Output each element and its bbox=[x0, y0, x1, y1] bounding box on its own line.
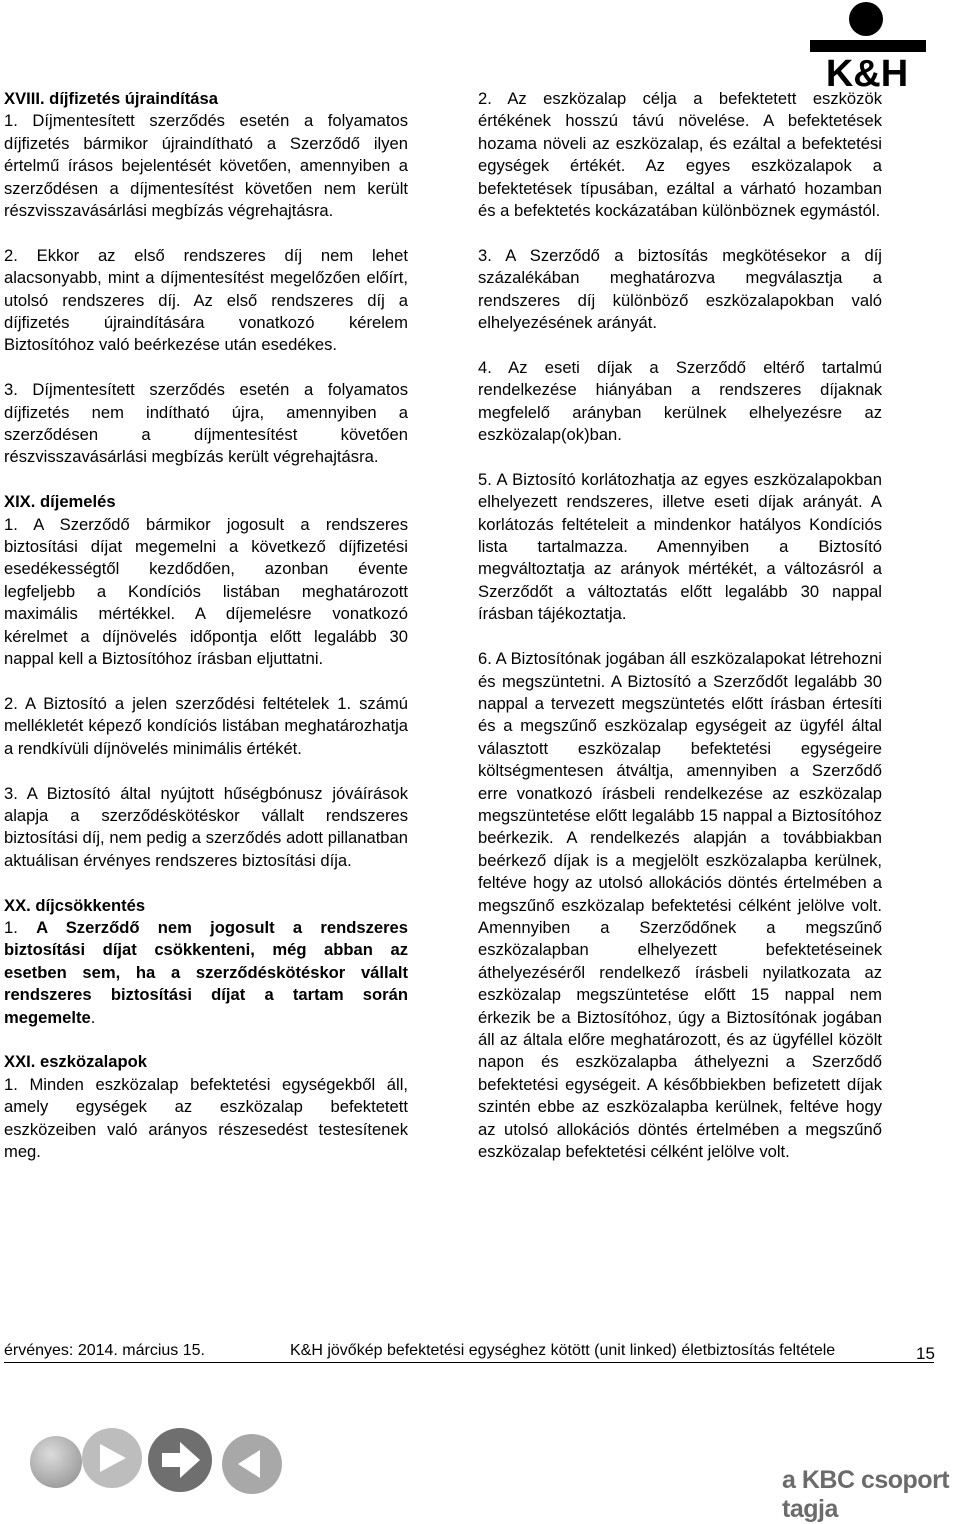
footer-valid-date: érvényes: 2014. március 15. bbox=[4, 1342, 205, 1359]
footer-document-title: K&H jövőkép befektetési egységhez kötött (unit linked) életbiztosítás feltétele bbox=[290, 1342, 836, 1359]
section-19-paragraph-3: 3. A Biztosító által nyújtott hűségbónusz jóváírások alapja a szerződéskötéskor vállalt rendszeres biztosítási díj, nem pedig a szerződés adott pillanatban aktuálisan érvényes rendszeres biztosítási díja. bbox=[4, 783, 408, 870]
page-footer bbox=[4, 1338, 934, 1364]
section-20-number: 1. bbox=[4, 917, 37, 937]
section-19-title: XIX. díjemelés bbox=[4, 492, 116, 512]
right-column bbox=[478, 88, 882, 1163]
section-18-paragraph-2: 2. Ekkor az első rendszeres díj nem lehet alacsonyabb, mint a díjmentesítést megelőzően előírt, utolsó rendszeres díj. Az első rendszeres díj a díjfizetés újraindítására vonatkozó kérelem Biztosítóhoz való beérkezése után esedékes. bbox=[4, 245, 408, 355]
footer-rule bbox=[4, 1362, 934, 1363]
kbc-tagline: a KBC csoport tagja bbox=[782, 1466, 950, 1523]
kh-logo bbox=[808, 0, 926, 90]
page-number: 15 bbox=[916, 1344, 935, 1363]
section-20-end: . bbox=[90, 1007, 96, 1027]
section-21-paragraph-1: 1. Minden eszközalap befektetési egységekből áll, amely egységek az eszközalap befektetett eszközeiben való arányos részesedést testesítenek meg. bbox=[4, 1074, 408, 1161]
section-20-bold-text: A Szerződő nem jogosult a rendszeres biztosítási díjat csökkenteni, még abban az esetben sem, ha a szerződéskötéskor vállalt rendszeres biztosítási díjat a tartam során megemelte bbox=[4, 917, 409, 1027]
section-21-paragraph-3: 3. A Szerződő a biztosítás megkötésekor a díj százalékában meghatározva megválasztja a rendszeres díj különböző eszközalapokban való elhelyezésének arányát. bbox=[478, 245, 882, 333]
section-21-paragraph-6: 6. A Biztosítónak jogában áll eszközalapokat létrehozni és megszüntetni. A Biztosító a Szerződőt legalább 30 nappal a tervezett megszüntetés előtt írásban értesíti és a megszűnő eszközalap egységeit az ügyfél által választott eszközalap befektetési egységeire költségmentesen átváltja, amennyiben a Szerződő erre vonatkozó írásbeli rendelkezése az eszközalap megszüntetése előtt legalább 15 nappal a Biztosítóhoz beérkezik. A rendelkezés alapján a továbbiakban beérkező díjak is a megjelölt eszközalapba kerülnek, feltéve hogy az utolsó allokációs döntés értelmében a megszűnő eszközalap befektetési célként jelölve volt. Amennyiben a Szerződőnek a megszűnő eszközalapban elhelyezett befektetéseinek áthelyezéséről rendelkező írásbeli nyilatkozata az eszközalap megszüntetése előtt 15 nappal nem érkezik be a Biztosítóhoz, úgy a Biztosítónak jogában áll az általa előre meghatározott, és az ügyféllel közölt napon és eszközalapba áthelyezni a Szerződő befektetési egységeit. A későbbiekben befizetett díjak szintén ebbe az eszközalapba kerülnek, feltéve hogy az utolsó allokációs döntés értelmében a megszűnő eszközalap befektetési célként jelölve volt. bbox=[478, 649, 882, 1162]
section-21-title: XXI. eszközalapok bbox=[4, 1052, 147, 1072]
left-column bbox=[4, 88, 408, 1163]
section-20-paragraph-1 bbox=[4, 917, 408, 1029]
decorative-arrows-icon bbox=[30, 1420, 310, 1500]
section-19-paragraph-2: 2. A Biztosító a jelen szerződési feltételek 1. számú mellékletét képező kondíciós listában meghatározhatja a rendkívüli díjnövelés minimális értékét. bbox=[4, 693, 408, 758]
section-18-paragraph-1: 1. Díjmentesített szerződés esetén a folyamatos díjfizetés bármikor újraindítható a Szerződő ilyen értelmű írásos bejelentését követően, amennyiben a szerződésen a díjmentesítést követően nem került részvisszavásárlási megbízás végrehajtásra. bbox=[4, 111, 408, 221]
section-20-title: XX. díjcsökkentés bbox=[4, 895, 146, 915]
section-19-paragraph-1: 1. A Szerződő bármikor jogosult a rendszeres biztosítási díjat megemelni a következő díjfizetési esedékességtől kezdődően, azonban évente legfeljebb a Kondíciós listában meghatározott maximális mértékkel. A díjemelésre vonatkozó kérelmet a díjnövelés időpontja előtt legalább 30 nappal kell a Biztosítóhoz írásban eljuttatni. bbox=[4, 514, 408, 669]
section-18-title: XVIII. díjfizetés újraindítása bbox=[4, 89, 218, 108]
section-21-paragraph-5: 5. A Biztosító korlátozhatja az egyes eszközalapokban elhelyezett rendszeres, illetve eseti díjak arányát. A korlátozás feltételeit a mindenkor hatályos Kondíciós lista tartalmazza. Amennyiben a Biztosító megváltoztatja az arányok mértékét, a változásról a Szerződőt a változtatás előtt legalább 30 nappal írásban tájékoztatja. bbox=[478, 469, 882, 624]
section-18-paragraph-3: 3. Díjmentesített szerződés esetén a folyamatos díjfizetés nem indítható újra, amennyiben a szerződésen a díjmentesítést követően részvisszavásárlási megbízás került végrehajtásra. bbox=[4, 380, 408, 467]
section-21-paragraph-2: 2. Az eszközalap célja a befektetett eszközök értékének hosszú távú növelése. A befektetések hozama növeli az eszközalap, és ezáltal a befektetési egységek értékét. Az egyes eszközalapok a befektetések típusában, ezáltal a várható hozamban és a befektetés kockázatában különböznek egymástól. bbox=[478, 89, 882, 221]
logo-text: K&H bbox=[825, 53, 909, 90]
section-21-paragraph-4: 4. Az eseti díjak a Szerződő eltérő tartalmú rendelkezése hiányában a rendszeres díjaknak megfelelő arányban kerülnek elhelyezésre az eszközalap(ok)ban. bbox=[478, 357, 882, 445]
